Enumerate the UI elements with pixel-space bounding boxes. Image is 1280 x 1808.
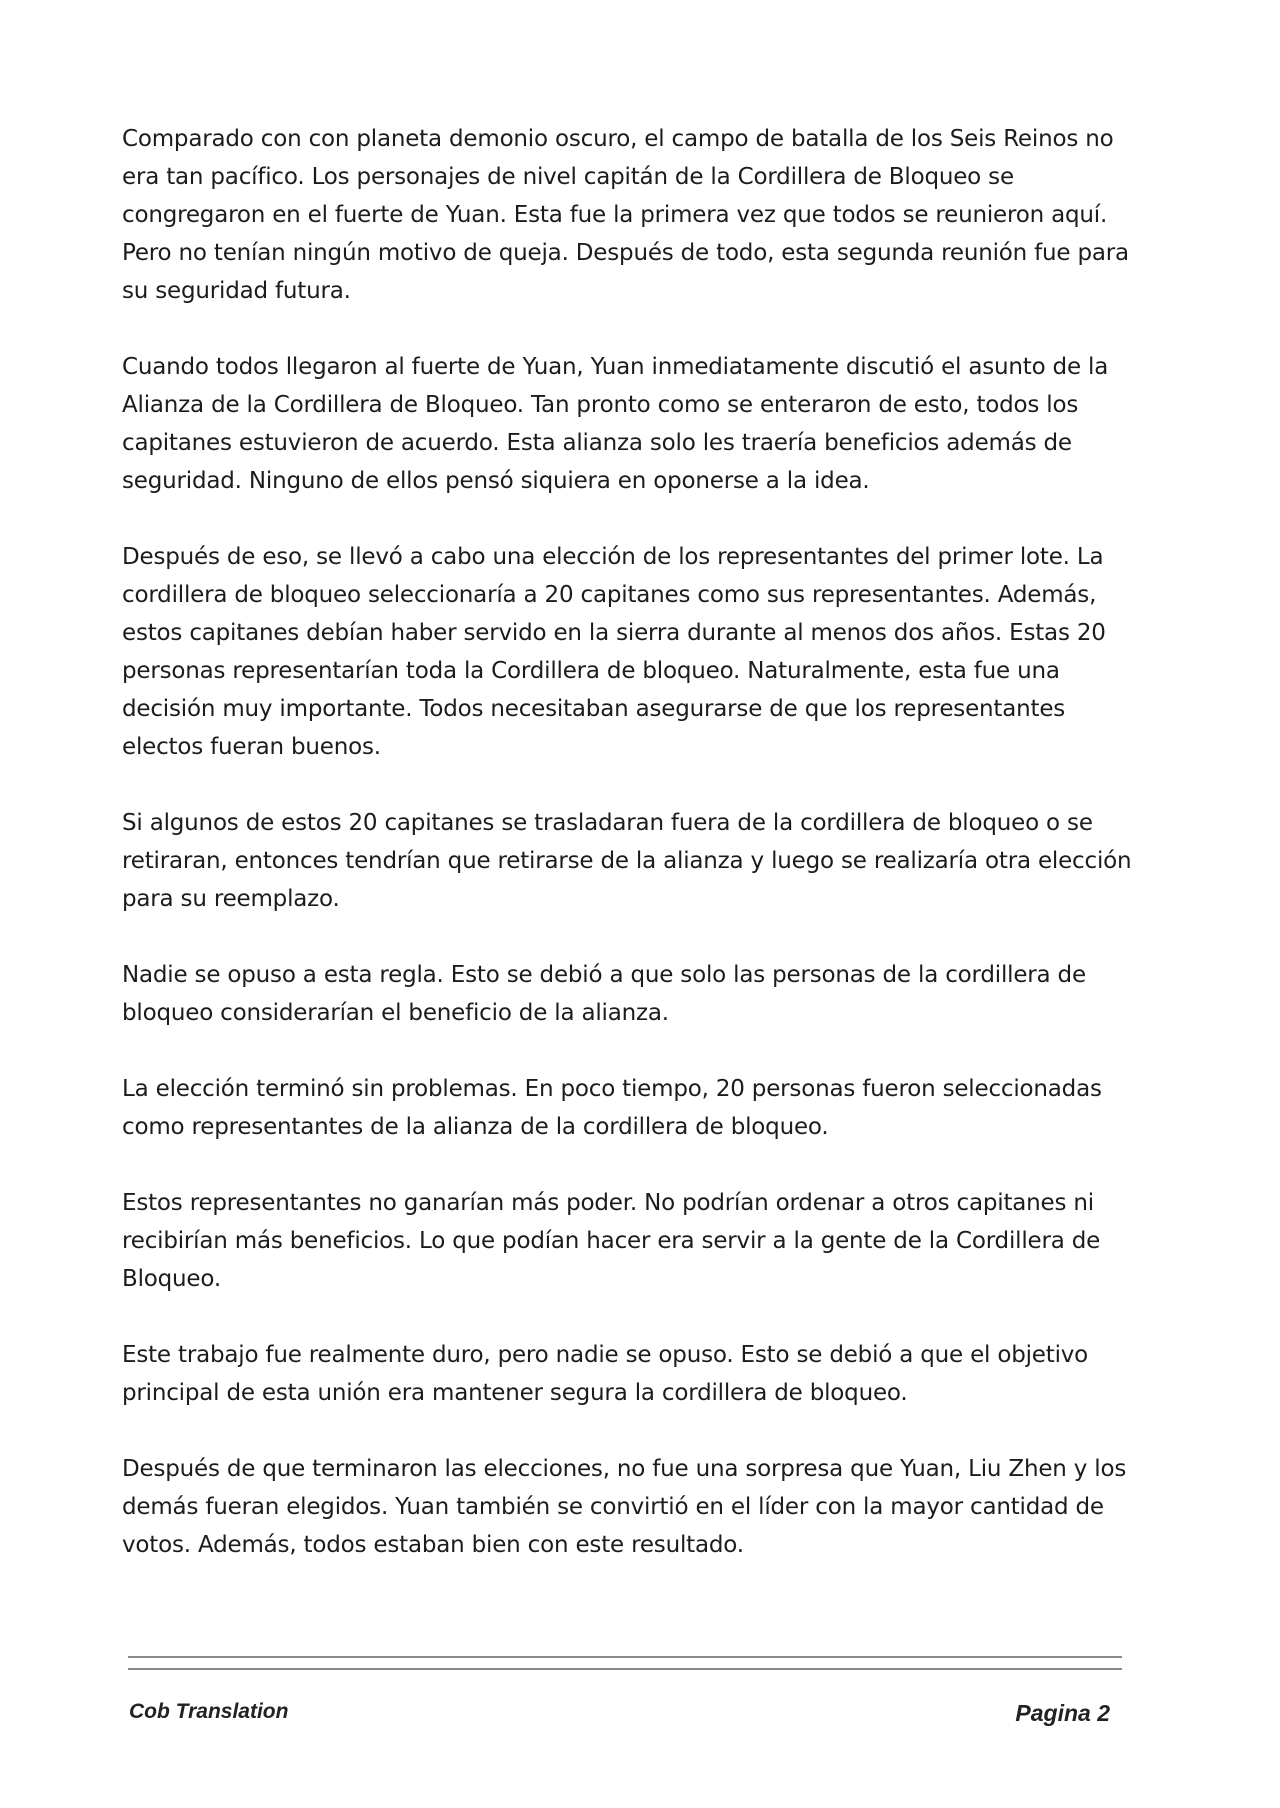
paragraph: Después de que terminaron las elecciones, no fue una sorpresa que Yuan, Liu Zhen y los demás fueran elegidos. Yuan también se convirtió en el líder con la mayor cantidad de votos. Además, todos estaban bien con este resultado.	[122, 1456, 1127, 1558]
paragraph: Comparado con con planeta demonio oscuro, el campo de batalla de los Seis Reinos no era tan pacífico. Los personajes de nivel capitán de la Cordillera de Bloqueo se congregaron en el fuerte de Yuan. Esta fue la primera vez que todos se reunieron aquí. Pero no tenían ningún motivo de queja. Después de todo, esta segunda reunión fue para su seguridad futura.	[122, 126, 1129, 304]
paragraph: Si algunos de estos 20 capitanes se trasladaran fuera de la cordillera de bloqueo o se retiraran, entonces tendrían que retirarse de la alianza y luego se realizaría otra elección para su reemplazo.	[122, 810, 1132, 912]
paragraph: Estos representantes no ganarían más poder. No podrían ordenar a otros capitanes ni recibirían más beneficios. Lo que podían hacer era servir a la gente de la Cordillera de Bloqueo.	[122, 1190, 1101, 1292]
paragraph: Nadie se opuso a esta regla. Esto se debió a que solo las personas de la cordillera de bloqueo considerarían el beneficio de la alianza.	[122, 962, 1086, 1026]
footer-divider-top	[128, 1656, 1122, 1658]
paragraph: Cuando todos llegaron al fuerte de Yuan, Yuan inmediatamente discutió el asunto de la Alianza de la Cordillera de Bloqueo. Tan pronto como se enteraron de esto, todos los capitanes estuvieron de acuerdo. Esta alianza solo les traería beneficios además de seguridad. Ninguno de ellos pensó siquiera en oponerse a la idea.	[122, 354, 1109, 494]
paragraph: Este trabajo fue realmente duro, pero nadie se opuso. Esto se debió a que el objetivo principal de esta unión era mantener segura la cordillera de bloqueo.	[122, 1342, 1089, 1406]
paragraph: La elección terminó sin problemas. En poco tiempo, 20 personas fueron seleccionadas como representantes de la alianza de la cordillera de bloqueo.	[122, 1076, 1102, 1140]
page-number: Pagina 2	[1015, 1700, 1110, 1726]
paragraph: Después de eso, se llevó a cabo una elección de los representantes del primer lote. La cordillera de bloqueo seleccionaría a 20 capitanes como sus representantes. Además, estos capitanes debían haber servido en la sierra durante al menos dos años. Estas 20 personas representarían toda la Cordillera de bloqueo. Naturalmente, esta fue una decisión muy importante. Todos necesitaban asegurarse de que los representantes electos fueran buenos.	[122, 544, 1106, 760]
footer-credit: Cob Translation	[129, 1700, 289, 1723]
footer-divider-bottom	[128, 1668, 1122, 1670]
document-body	[122, 120, 1132, 1602]
